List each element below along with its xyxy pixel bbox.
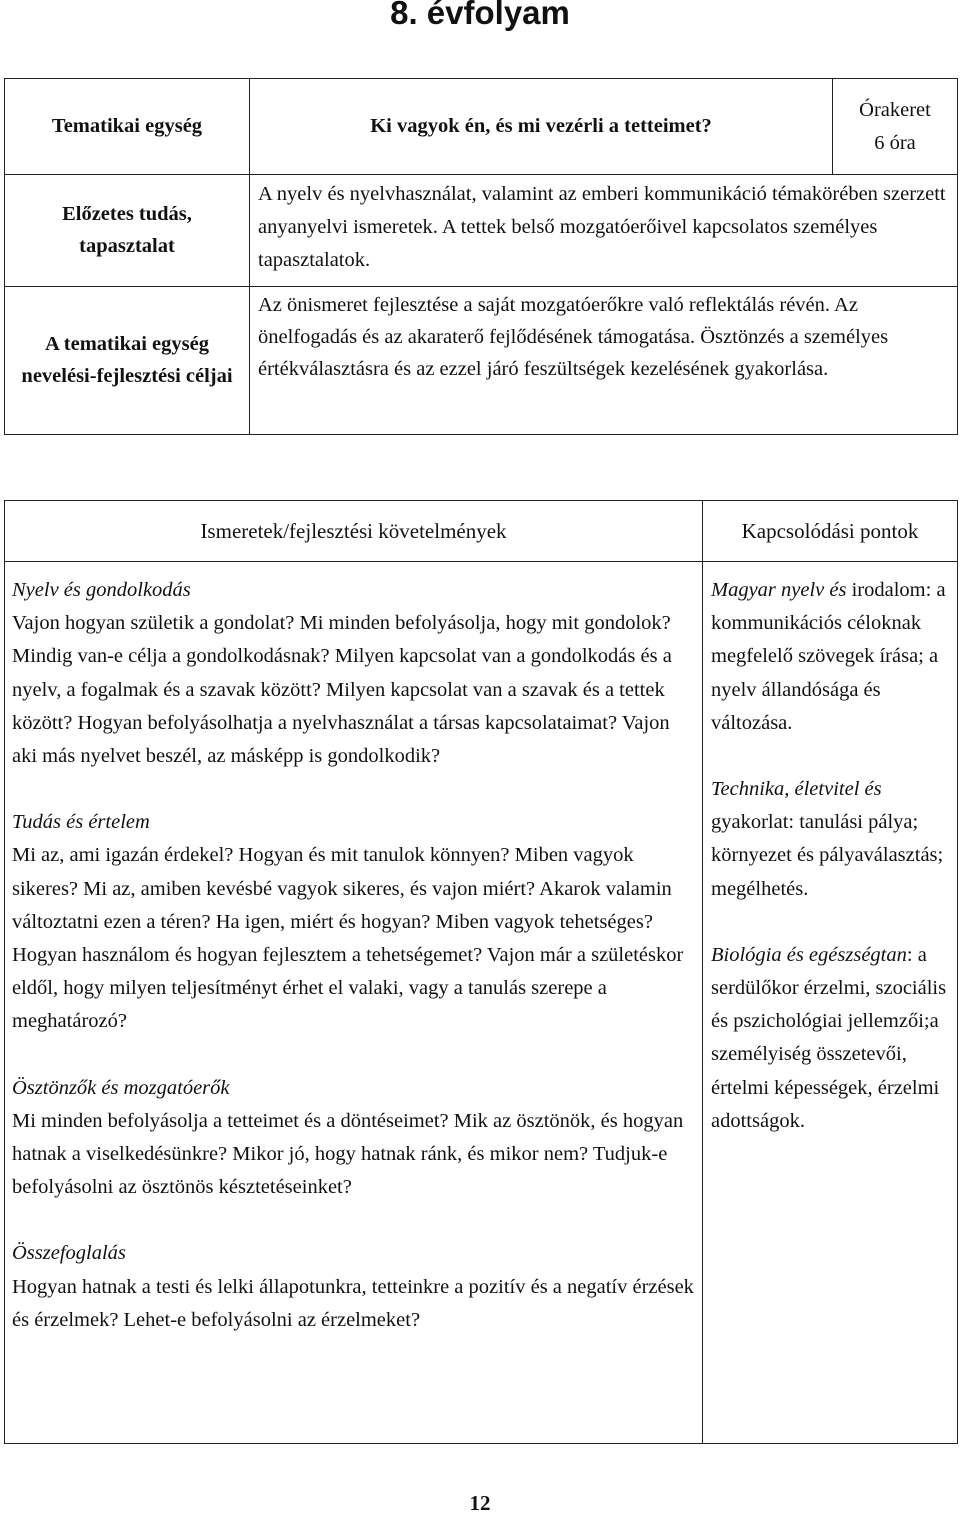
connection-biology — [711, 939, 951, 1138]
section-heading: Nyelv és gondolkodás — [12, 579, 191, 601]
page-title: 8. évfolyam — [390, 0, 570, 31]
unit-info-table — [4, 78, 958, 435]
section-heading: Összefoglalás — [12, 1242, 126, 1265]
prior-knowledge-label: Előzetes tudás, tapasztalat — [5, 175, 250, 287]
section-text: Mi minden befolyásolja a tetteimet és a döntéseimet? Mik az ösztönök, és hogyan hatnak a viselkedésünkre? Mikor jó, hogy hatnak ránk, és mikor nem? Tudjuk-e befolyásolni az ösztönös késztetéseinket? — [12, 1109, 684, 1199]
requirements-header: Ismeretek/fejlesztési követelmények — [5, 501, 703, 562]
requirements-table — [4, 500, 958, 1444]
prior-knowledge-text: A nyelv és nyelvhasználat, valamint az emberi kommunikáció témakörében szerzett anyanyelvi ismeretek. A tettek belső mozgatóerőivel kapcsolatos személyes tapasztalatok. — [250, 175, 958, 287]
connection-hungarian — [711, 574, 951, 740]
section-summary — [12, 1237, 694, 1337]
hours-label: Órakeret — [859, 98, 931, 121]
connection-text: irodalom: a kommunikációs céloknak megfelelő szövegek írása; a nyelv állandósága és változása. — [711, 579, 946, 734]
goals-text: Az önismeret fejlesztése a saját mozgatóerőkre való reflektálás révén. Az önelfogadás és az akaraterő fejlődésének támogatása. Ösztönzés a személyes értékválasztásra és az ezzel járó feszültségek kezelésének gyakorlása. — [250, 287, 958, 435]
section-text: Hogyan hatnak a testi és lelki állapotunkra, tetteinkre a pozitív és a negatív érzések és érzelmek? Lehet-e befolyásolni az érzelmeket? — [12, 1275, 694, 1331]
hours-value: 6 óra — [874, 131, 916, 154]
connection-subject: Biológia és egészségtan — [711, 943, 907, 966]
connections-header: Kapcsolódási pontok — [703, 501, 958, 562]
requirements-cell — [5, 562, 703, 1444]
connections-cell — [703, 562, 958, 1444]
section-heading: Tudás és értelem — [12, 811, 150, 834]
connection-subject: Magyar nyelv és — [711, 579, 847, 601]
section-drives — [12, 1072, 694, 1205]
section-language-thinking — [12, 574, 694, 773]
section-text: Mi az, ami igazán érdekel? Hogyan és mit tanulok könnyen? Miben vagyok sikeres? Mi az, amiben kevésbé vagyok sikeres, és vajon miért? Akarok valamin változtatni ezen a téren? Ha igen, miért és hogyan? Miben vagyok tehetséges? Hogyan használom és hogyan fejlesztem a tehetségemet? Vajon már a születéskor eldől, hogy milyen teljesítményt érhet el valaki, vagy a tanulás szerepe a meghatározó? — [12, 844, 684, 1033]
connection-text: : a serdülőkor érzelmi, szociális és pszichológiai jellemzői;a személyiség összetevői, értelmi képességek, érzelmi adottságok. — [711, 943, 947, 1132]
section-knowledge-intellect — [12, 806, 694, 1038]
section-heading: Ösztönzők és mozgatóerők — [12, 1076, 230, 1099]
page-number: 12 — [469, 1491, 491, 1515]
topic-label: Tematikai egység — [5, 79, 250, 175]
hours-cell — [833, 79, 958, 175]
connection-subject: Technika, életvitel és — [711, 778, 882, 801]
connection-text: gyakorlat: tanulási pálya; környezet és pályaválasztás; megélhetés. — [711, 811, 944, 900]
topic-title: Ki vagyok én, és mi vezérli a tetteimet? — [250, 79, 833, 175]
goals-label: A tematikai egység nevelési-fejlesztési céljai — [5, 287, 250, 435]
connection-technology — [711, 773, 951, 906]
section-text: Vajon hogyan születik a gondolat? Mi minden befolyásolja, hogy mit gondolok? Mindig van-e célja a gondolkodásnak? Milyen kapcsolat van a gondolkodás és a nyelv, a fogalmak és a szavak között? Milyen kapcsolat van a szavak és a tettek között? Hogyan befolyásolhatja a nyelvhasználat a társas kapcsolataimat? Vajon aki más nyelvet beszél, az másképp is gondolkodik? — [12, 612, 672, 768]
